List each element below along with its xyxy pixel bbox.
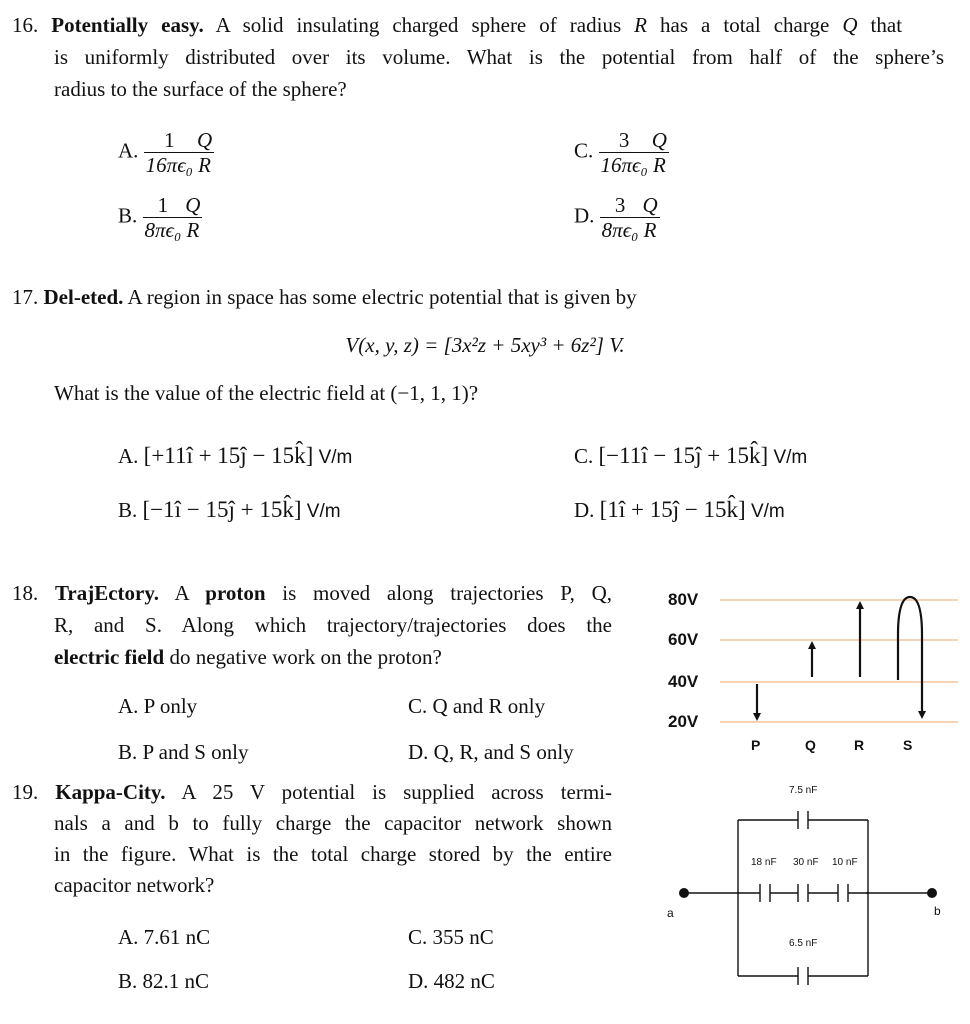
q18-line1 bbox=[12, 578, 612, 609]
unit: V/m bbox=[318, 447, 353, 468]
terminal-a-label: a bbox=[667, 906, 674, 920]
capacitor-network-figure bbox=[660, 780, 960, 1010]
den: R bbox=[643, 218, 657, 242]
q16-text-c: that bbox=[870, 13, 903, 37]
q19-line2: nals a and b to fully charge the capacitor network shown bbox=[54, 811, 612, 835]
q18-line2: R, and S. Along which trajectory/trajectories does the bbox=[54, 613, 612, 637]
terminal-b-dot bbox=[927, 888, 937, 898]
trajectory-s-arrow bbox=[898, 597, 922, 715]
choice-label: D. bbox=[408, 969, 429, 993]
q18-title: TrajEctory. bbox=[54, 581, 159, 605]
unit: V/m bbox=[773, 447, 808, 468]
num: 1 bbox=[143, 193, 184, 218]
q18-choice-d[interactable] bbox=[408, 737, 574, 768]
num: 3 bbox=[600, 193, 641, 218]
choice-label: B. bbox=[118, 969, 138, 993]
choice-label: D. bbox=[574, 498, 595, 522]
q16-line2: is uniformly distributed over its volume. What is the potential from half of the sphere’s bbox=[54, 45, 944, 69]
q18-choice-b[interactable] bbox=[118, 737, 249, 768]
q16-line1 bbox=[12, 10, 902, 41]
choice-label: B. bbox=[118, 498, 138, 522]
num: Q bbox=[642, 193, 658, 217]
q18-choice-a[interactable] bbox=[118, 691, 197, 722]
q19-choice-d[interactable] bbox=[408, 966, 495, 997]
fraction-var bbox=[195, 128, 214, 177]
equipotential-figure bbox=[700, 585, 960, 735]
cap-series-1-label: 18 nF bbox=[751, 857, 777, 868]
choice-label: B. bbox=[118, 203, 138, 228]
choice-text: 7.61 nC bbox=[143, 925, 211, 949]
q16-choice-b[interactable] bbox=[118, 193, 202, 242]
vector: [−1î − 15ĵ + 15k̂] bbox=[142, 497, 302, 522]
den: 8πϵ₀ bbox=[144, 218, 182, 242]
unit: V/m bbox=[750, 501, 785, 522]
fraction-coef bbox=[600, 193, 641, 242]
q17-choice-a[interactable] bbox=[118, 440, 352, 473]
fraction-coef bbox=[599, 128, 650, 177]
q19-line4: capacitor network? bbox=[54, 873, 215, 897]
den: 16πϵ₀ bbox=[145, 153, 193, 177]
q19-line3: in the figure. What is the total charge stored by the entire bbox=[54, 842, 612, 866]
q17-text: A region in space has some electric potential that is given by bbox=[127, 285, 637, 309]
q19-choice-c[interactable] bbox=[408, 922, 494, 953]
q16-title: Potentially easy. bbox=[51, 13, 204, 37]
q16-line3: radius to the surface of the sphere? bbox=[54, 77, 347, 101]
q18-bold-field: electric field bbox=[54, 645, 165, 669]
cap-top-label: 7.5 nF bbox=[789, 785, 818, 796]
choice-label: C. bbox=[574, 444, 594, 468]
q16-text-a: A solid insulating charged sphere of radius bbox=[215, 13, 622, 37]
den: R bbox=[198, 153, 211, 177]
choice-label: A. bbox=[118, 444, 139, 468]
cap-bottom-label: 6.5 nF bbox=[789, 938, 818, 949]
q17-choice-d[interactable] bbox=[574, 494, 785, 527]
choice-label: B. bbox=[118, 740, 138, 764]
q16-number: 16. bbox=[12, 13, 39, 37]
q16-choice-a[interactable] bbox=[118, 128, 214, 177]
q16-var-r: R bbox=[634, 13, 647, 37]
fraction-coef bbox=[143, 193, 184, 242]
choice-label: A. bbox=[118, 925, 139, 949]
fraction-var bbox=[640, 193, 659, 242]
q17-number: 17. bbox=[12, 285, 39, 309]
q19-choice-b[interactable] bbox=[118, 966, 209, 997]
fraction-coef bbox=[144, 128, 195, 177]
label-r: R bbox=[854, 737, 865, 753]
terminal-a-dot bbox=[679, 888, 689, 898]
q18-number: 18. bbox=[12, 581, 39, 605]
choice-label: A. bbox=[118, 694, 139, 718]
choice-text: P only bbox=[143, 694, 198, 718]
q19-choice-a[interactable] bbox=[118, 922, 210, 953]
q16-choice-c[interactable] bbox=[574, 128, 669, 177]
q16-text-b: has a total charge bbox=[660, 13, 830, 37]
q17-line1 bbox=[12, 282, 637, 313]
q17-title: Del-eted. bbox=[43, 285, 124, 309]
label-p: P bbox=[751, 737, 761, 753]
fraction-var bbox=[650, 128, 669, 177]
level-80v: 80V bbox=[668, 590, 699, 609]
choice-label: C. bbox=[408, 925, 428, 949]
num: Q bbox=[185, 193, 201, 217]
level-60v: 60V bbox=[668, 630, 699, 649]
choice-text: Q and R only bbox=[432, 694, 546, 718]
q16-choice-d[interactable] bbox=[574, 193, 660, 242]
q18-text-b: is moved along trajectories P, Q, bbox=[282, 581, 612, 605]
choice-text: Q, R, and S only bbox=[433, 740, 574, 764]
q17-question: What is the value of the electric field at (−1, 1, 1)? bbox=[54, 381, 479, 405]
q18-text-c: do negative work on the proton? bbox=[169, 645, 442, 669]
choice-label: A. bbox=[118, 138, 139, 163]
num: 1 bbox=[144, 128, 195, 153]
q18-text-a: A bbox=[174, 581, 189, 605]
fraction-var bbox=[183, 193, 202, 242]
q18-choice-c[interactable] bbox=[408, 691, 545, 722]
terminal-b-label: b bbox=[934, 904, 941, 918]
cap-series-2-label: 30 nF bbox=[793, 857, 819, 868]
choice-label: D. bbox=[408, 740, 429, 764]
q17-choice-b[interactable] bbox=[118, 494, 341, 527]
den: 16πϵ₀ bbox=[600, 153, 648, 177]
q17-equation: V(x, y, z) = [3x²z + 5xy³ + 6z²] V. bbox=[345, 333, 625, 357]
label-q: Q bbox=[805, 737, 816, 753]
num: 3 bbox=[599, 128, 650, 153]
den: R bbox=[652, 153, 666, 177]
level-40v: 40V bbox=[668, 672, 699, 691]
q19-line1 bbox=[12, 777, 612, 808]
den: R bbox=[186, 218, 200, 242]
choice-label: C. bbox=[408, 694, 428, 718]
q18-line3 bbox=[54, 642, 442, 673]
vector: [+11î + 15ĵ − 15k̂] bbox=[143, 443, 314, 468]
choice-text: 82.1 nC bbox=[142, 969, 210, 993]
choice-text: P and S only bbox=[142, 740, 249, 764]
den: 8πϵ₀ bbox=[601, 218, 639, 242]
choice-label: D. bbox=[574, 203, 595, 228]
label-s: S bbox=[903, 737, 913, 753]
vector: [−11î − 15ĵ + 15k̂] bbox=[598, 443, 769, 468]
choice-text: 482 nC bbox=[433, 969, 495, 993]
cap-series-3-label: 10 nF bbox=[832, 857, 858, 868]
q19-number: 19. bbox=[12, 780, 39, 804]
num: Q bbox=[196, 128, 213, 152]
unit: V/m bbox=[306, 501, 341, 522]
q17-choice-c[interactable] bbox=[574, 440, 807, 473]
vector: [1î + 15ĵ − 15k̂] bbox=[599, 497, 746, 522]
q19-text-a: A 25 V potential is supplied across termi- bbox=[181, 780, 613, 804]
level-20v: 20V bbox=[668, 712, 699, 731]
choice-label: C. bbox=[574, 138, 594, 163]
q16-var-q: Q bbox=[842, 13, 858, 37]
q18-bold-proton: proton bbox=[205, 581, 266, 605]
num: Q bbox=[651, 128, 667, 152]
q19-title: Kappa-City. bbox=[55, 780, 166, 804]
choice-text: 355 nC bbox=[432, 925, 494, 949]
